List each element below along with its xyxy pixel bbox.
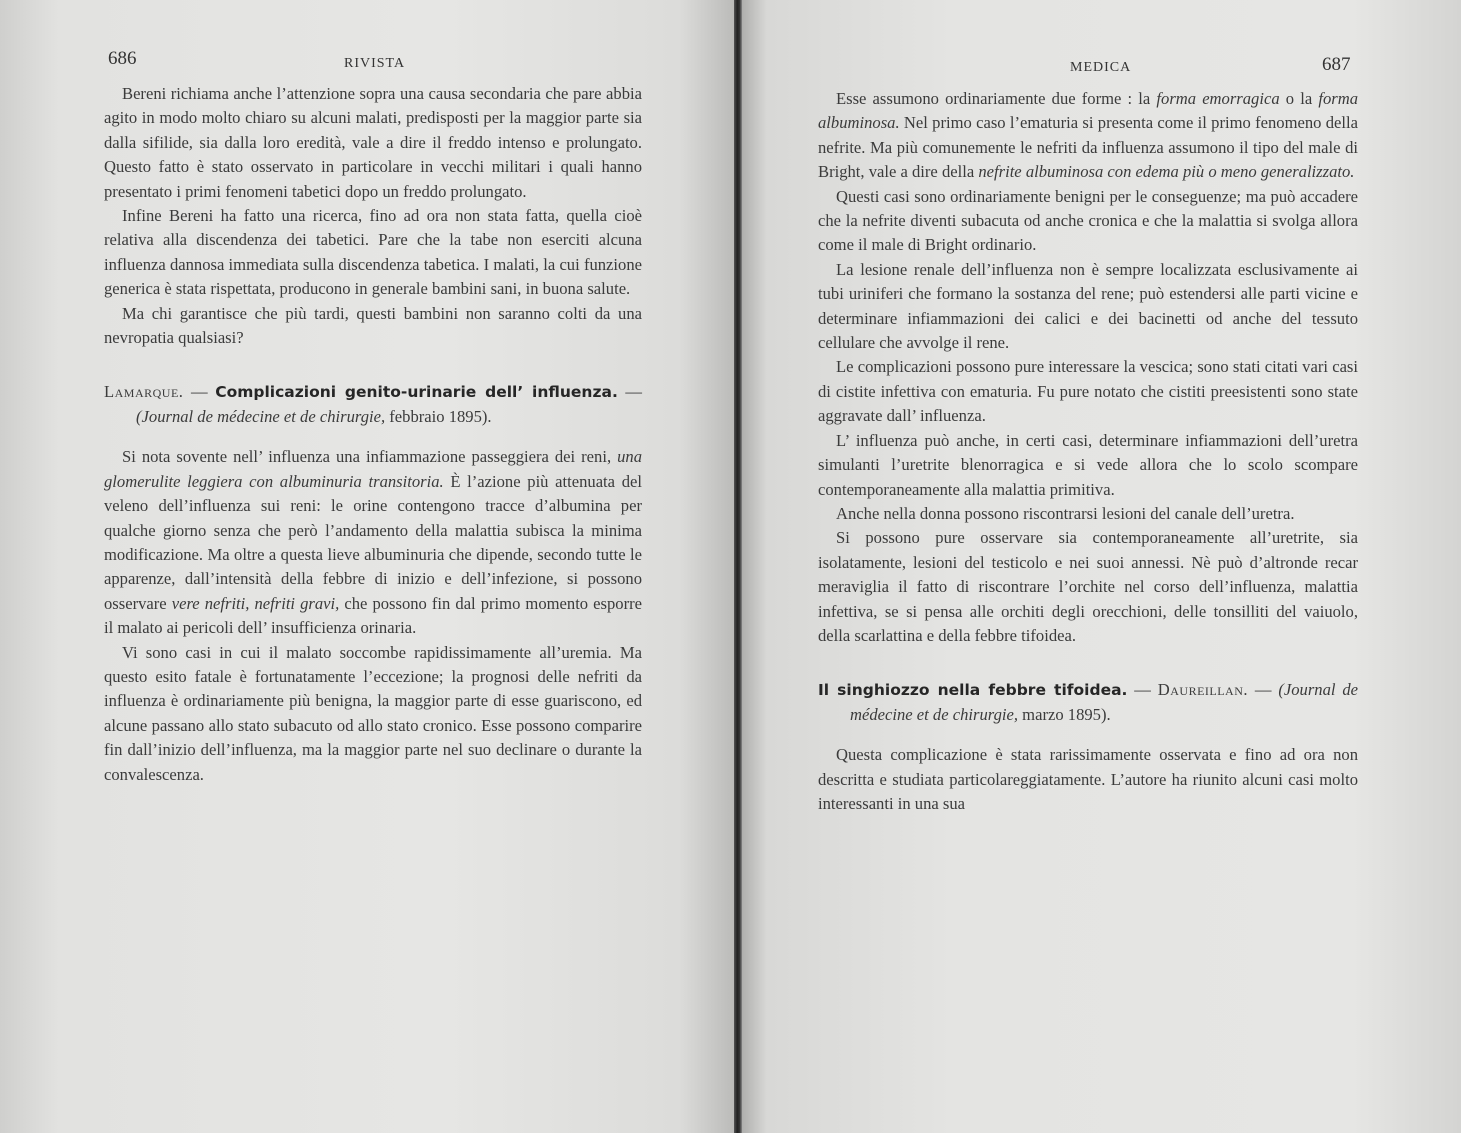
paragraph: Esse assumono ordinariamente due forme : la forma emorragica o la forma albuminosa. Nel primo caso l’ematuria si presenta come il primo fenomeno della nefrite. Ma più comunemente le nefriti da influenza assumono il tipo del male di Bright, vale a dire della nefrite albuminosa con edema più o meno generalizzato. — [818, 89, 1358, 182]
article-citation: Il singhiozzo nella febbre tifoidea. — Daureillan. — (Journal de médecine et de chirurgie, marzo 1895). — [818, 680, 1359, 724]
left-running-header: RIVISTA — [344, 56, 406, 71]
paragraph: Le complicazioni possono pure interessare la vescica; sono stati citati vari casi di cistite infettiva con ematuria. Fu pure notato che cistiti preesistenti sono state aggravate dall’ influenza. — [818, 357, 1358, 426]
paragraph: Infine Bereni ha fatto una ricerca, fino ad ora non stata fatta, quella cioè relativa alla discendenza dei tabetici. Pare che la tabe non eserciti alcuna influenza dannosa immediata sulla discendenza tabetica. I malati, la cui funzione generica è stata rispettata, producono in generale bambini sani, in buona salute. — [104, 206, 642, 299]
paragraph: Vi sono casi in cui il malato soccombe rapidissimamente all’uremia. Ma questo esito fatale è fortunatamente l’eccezione; la prognosi delle nefriti da influenza è ordinariamente più benigna, la maggior parte di esse guariscono, ed alcune passano allo stato subacuto od allo stato cronico. Esse possono comparire fin dall’inizio dell’influenza, ma la maggior parte nel suo declinare o durante la convalescenza. — [104, 642, 642, 784]
paragraph: Anche nella donna possono riscontrarsi lesioni del canale dell’uretra. — [836, 503, 1295, 523]
article-title: Il singhiozzo nella febbre tifoidea. — [818, 681, 1128, 700]
article-journal: (Journal de médecine et de chirurgie, — [136, 406, 386, 426]
paragraph: Ma chi garantisce che più tardi, questi bambini non saranno colti da una nevropatia qualsiasi? — [104, 303, 642, 348]
right-running-header: MEDICA — [1070, 60, 1132, 75]
paragraph: Bereni richiama anche l’attenzione sopra una causa secondaria che pare abbia agito in modo molto chiaro su alcuni malati, predisposti per la maggior parte sia dalla sifilide, sia dalla loro eredità, vale a dire il freddo intenso e prolungato. Questo fatto è stato osservato in particolare in vecchi militari i quali hanno presentato i primi fenomeni tabetici dopo un freddo prolungato. — [104, 84, 642, 201]
paragraph: L’ influenza può anche, in certi casi, determinare infiammazioni dell’uretra simulanti l’uretrite blenorragica e si vede allora che lo scolo scompare contemporaneamente alla malattia primitiva. — [818, 430, 1358, 499]
article-title: Complicazioni genito-urinarie dell’ influenza. — [215, 383, 618, 402]
left-text-column — [104, 82, 642, 787]
right-page — [738, 0, 1461, 1133]
article-author: Lamarque. — [104, 382, 184, 402]
right-text-column — [818, 87, 1358, 816]
paragraph: Questa complicazione è stata rarissimamente osservata e fino ad ora non descritta e studiata particolareggiatamente. L’autore ha riunito alcuni casi molto interessanti in una sua — [818, 745, 1358, 813]
left-page-number: 686 — [108, 48, 137, 69]
paragraph: La lesione renale dell’influenza non è sempre localizzata esclusivamente ai tubi uriniferi che formano la sostanza del rene; può estendersi alle parti vicine e determinare infiammazioni dei calici e dei bacinetti od anche del tessuto cellulare che avvolge il rene. — [818, 259, 1358, 353]
paragraph: Questi casi sono ordinariamente benigni per le conseguenze; ma può accadere che la nefrite diventi subacuta od anche cronica e che la malattia si svolga allora come il male di Bright ordinario. — [818, 186, 1358, 255]
article-date: febbraio 1895). — [385, 406, 492, 426]
right-page-number: 687 — [1322, 54, 1351, 75]
paragraph: Si nota sovente nell’ influenza una infiammazione passeggiera dei reni, una glomerulite leggiera con albuminuria transitoria. È l’azione più attenuata del veleno dell’influenza sui reni: le orine contengono tracce d’albumina per qualche giorno senza che però l’andamento della malattia subisca la minima modificazione. Ma oltre a questa lieve albuminuria che dipende, secondo tutte le apparenze, dall’intensità della febbre di inizio e dell’infezione, si possono osservare vere nefriti, nefriti gravi, che possono fin dal primo momento esporre il malato ai pericoli dell’ insufficienza orinaria. — [104, 447, 643, 638]
paragraph: Si possono pure osservare sia contemporaneamente all’uretrite, sia isolatamente, lesioni del testicolo e nei suoi annessi. Nè può d’altronde recar meraviglia il fatto di riscontrare l’orchite nel corso dell’influenza, malattia infettiva, se si pensa alle orchiti degli orecchioni, delle tonsilliti del vaiuolo, della scarlattina e della febbre tifoidea. — [818, 528, 1358, 645]
article-citation: Lamarque. — Complicazioni genito-urinarie dell’ influenza. — (Journal de médecine et de chirurgie, febbraio 1895). — [104, 382, 642, 426]
article-author: Daureillan. — [1157, 680, 1249, 700]
article-journal: (Journal de médecine et de chirurgie, — [850, 680, 1359, 724]
article-date: marzo 1895). — [1018, 704, 1111, 724]
book-gutter — [734, 0, 742, 1133]
